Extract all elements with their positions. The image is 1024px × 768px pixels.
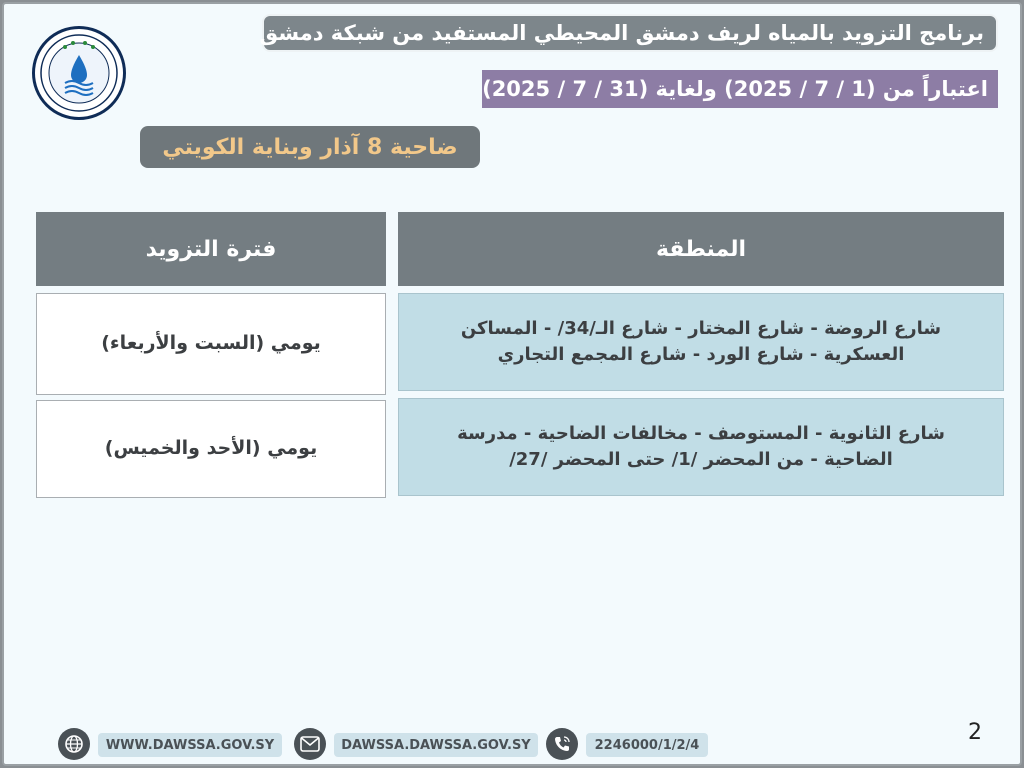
- page-number: 2: [968, 720, 982, 745]
- table-row-1-period: يومي (السبت والأربعاء): [36, 293, 386, 395]
- date-range: اعتباراً من (1 / 7 / 2025) ولغاية (31 / 7 / 2025): [482, 70, 998, 108]
- area-name: ضاحية 8 آذار وبناية الكويتي: [140, 126, 480, 168]
- slide: [2, 2, 1022, 766]
- globe-icon: [58, 728, 90, 760]
- document-title: برنامج التزويد بالمياه لريف دمشق المحيطي المستفيد من شبكة دمشق: [262, 14, 998, 52]
- table-row-2-period: يومي (الأحد والخميس): [36, 400, 386, 498]
- envelope-icon: [294, 728, 326, 760]
- table-row-2-zone: شارع الثانوية - المستوصف - مخالفات الضاحية - مدرسة الضاحية - من المحضر /1/ حتى المحضر /27/: [398, 398, 1004, 496]
- website-link[interactable]: WWW.DAWSSA.GOV.SY: [98, 733, 282, 757]
- zone-column-header: المنطقة: [398, 212, 1004, 286]
- period-column-header: فترة التزويد: [36, 212, 386, 286]
- phone-icon: [546, 728, 578, 760]
- organization-logo: [32, 26, 126, 120]
- phone-number[interactable]: 2246000/1/2/4: [586, 733, 708, 757]
- email-link[interactable]: DAWSSA.DAWSSA.GOV.SY: [334, 733, 538, 757]
- table-row-1-zone: شارع الروضة - شارع المختار - شارع الـ/34/ - المساكن العسكرية - شارع الورد - شارع المجمع التجاري: [398, 293, 1004, 391]
